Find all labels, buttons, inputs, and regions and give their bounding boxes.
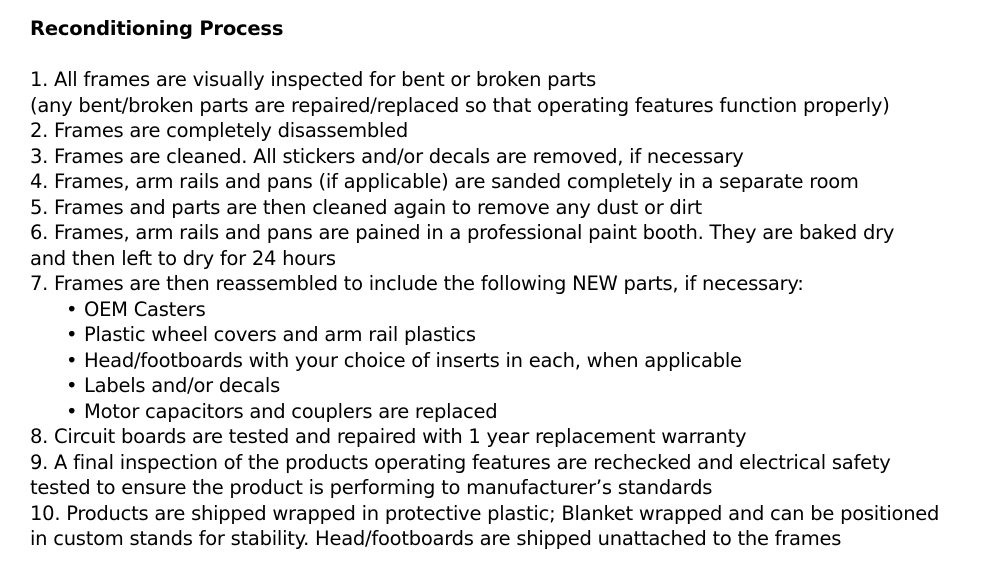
- bullet-item-labels-decals: [30, 373, 990, 399]
- bullet-text: OEM Casters: [84, 297, 206, 321]
- bullet-item-head-footboards: [30, 348, 990, 374]
- step-6-line: 6. Frames, arm rails and pans are pained in a professional paint booth. They are baked dry: [30, 221, 895, 244]
- bullet-text: Motor capacitors and couplers are replaced: [84, 399, 498, 423]
- bullet-icon: •: [66, 323, 78, 346]
- bullet-icon: •: [66, 348, 78, 372]
- bullet-icon: •: [66, 399, 78, 423]
- bullet-text: Plastic wheel covers and arm rail plastics: [84, 323, 476, 346]
- step-5-line: 5. Frames and parts are then cleaned again to remove any dust or dirt: [30, 195, 702, 219]
- step-9-line: 9. A final inspection of the products operating features are rechecked and electrical safety: [30, 450, 891, 474]
- step-2-line: 2. Frames are completely disassembled: [30, 119, 409, 142]
- document-title: Reconditioning Process: [30, 17, 284, 40]
- step-3-line: 3. Frames are cleaned. All stickers and/or decals are removed, if necessary: [30, 144, 744, 168]
- bullet-item-wheel-covers: [30, 322, 990, 348]
- title-spacer: [30, 42, 990, 68]
- step-1-note-line: (any bent/broken parts are repaired/replaced so that operating features function properly): [30, 93, 890, 117]
- bullet-icon: •: [66, 374, 78, 397]
- step-9-continued-line: tested to ensure the product is performing to manufacturer’s standards: [30, 476, 713, 499]
- step-1-line: 1. All frames are visually inspected for bent or broken parts: [30, 68, 597, 91]
- step-10-continued-line: in custom stands for stability. Head/footboards are shipped unattached to the frames: [30, 527, 842, 550]
- step-10-line: 10. Products are shipped wrapped in protective plastic; Blanket wrapped and can be positioned: [30, 501, 940, 525]
- step-7-line: 7. Frames are then reassembled to include the following NEW parts, if necessary:: [30, 272, 804, 295]
- bullet-item-oem-casters: [30, 297, 990, 323]
- step-4-line: 4. Frames, arm rails and pans (if applicable) are sanded completely in a separate room: [30, 170, 859, 193]
- bullet-text: Head/footboards with your choice of inserts in each, when applicable: [84, 348, 742, 372]
- bullet-item-motor-capacitors: [30, 399, 990, 425]
- bullet-icon: •: [66, 297, 78, 321]
- reconditioning-document: [30, 16, 990, 552]
- step-6-continued-line: and then left to dry for 24 hours: [30, 246, 336, 270]
- bullet-text: Labels and/or decals: [84, 374, 280, 397]
- step-8-line: 8. Circuit boards are tested and repaired with 1 year replacement warranty: [30, 425, 747, 448]
